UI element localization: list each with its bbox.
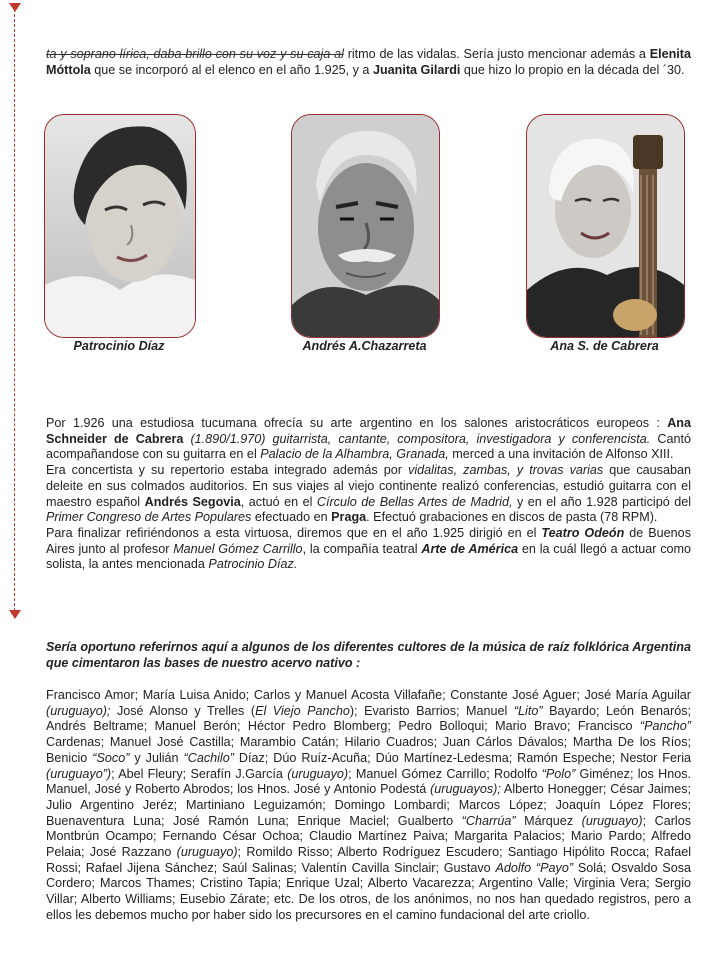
biography-paragraph: Por 1.926 una estudiosa tucumana ofrecía su arte argentino en los salones aristocráticos europeos : Ana Schneider de Cabrera (1.890/1.970) guitarrista, cantante, compositora, investigadora y conferencista. Cantó acompañandose con su guitarra en el Palacio de la Alhambra, Granada, merced a una invitación de Alfonso XIII. Era concertista y su repertorio estaba integrado además por vidalitas, zambas, y trovas varias que causaban deleite en sus colmados auditorios. En sus viajes al viejo continente realizó conferencias, estudió guitarra con el maestro español Andrés Segovia, actuó en el Círculo de Bellas Artes de Madrid, y en el año 1.928 participó del Primer Congreso de Artes Populares efectuado en Praga. Efectuó grabaciones en discos de pasta (78 RPM). Para finalizar refiriéndonos a esta virtuosa, diremos que en el año 1.925 dirigió en el Teatro Odeón de Buenos Aires junto al profesor Manuel Gómez Carrillo, la compañía teatral Arte de América en la cuál llegó a actuar como solista, la antes mencionada Patrocinio Díaz. <box>46 416 692 572</box>
list-segment: Márquez <box>515 813 582 828</box>
list-segment: ; Romildo Risso; Alberto Rodríguez Escudero; Santiago Hipólito Rocca; Rafael Rossi; Rafael Jijena Sánchez; Saúl Salinas; Valentín Cavilla Sinclair; Gustavo <box>46 845 691 875</box>
list-segment: Díaz; Dúo Ruíz-Acuña; Dúo Martínez-Ledesma; Ramón Espeche; Nestor Feria <box>233 750 691 765</box>
name-teatro-odeon: Teatro Odeón <box>541 525 625 540</box>
guide-arrow-bottom-icon <box>9 610 21 619</box>
list-segment: José Alonso y Trelles ( <box>110 703 256 718</box>
list-segment: (uruguayo) <box>581 813 643 828</box>
list-segment: (uruguayo); <box>46 703 111 718</box>
list-segment: ; Abel Fleury; Serafín J.García <box>111 766 288 781</box>
portrait-man-icon <box>292 115 439 337</box>
list-segment: “Lito” <box>513 703 543 718</box>
list-segment: “Cachilo” <box>183 750 234 765</box>
left-guide-line <box>14 4 15 616</box>
name-arte-de-america: Arte de América <box>421 541 519 556</box>
caption-patrocinio-diaz: Patrocinio Díaz <box>73 339 165 353</box>
guide-arrow-top-icon <box>9 3 21 12</box>
list-segment: El Viejo Pancho <box>255 703 350 718</box>
list-segment: (uruguayo) <box>176 845 238 860</box>
list-segment: (uruguayo) <box>287 766 349 781</box>
photo-ana-s-de-cabrera <box>526 114 685 338</box>
name-elenita-mottola: Elenita Móttola <box>46 47 691 77</box>
list-segment: y Julián <box>129 750 184 765</box>
intro-paragraph: ta y soprano lírica, daba brillo con su voz y su caja al ritmo de las vidalas. Sería justo mencionar además a Elenita Móttola que se incorporó al el elenco en el año 1.925, y a Juanita Gilardi que hizo lo propio en la década del ´30. <box>46 47 691 77</box>
list-segment: Bayardo; León Benarós; Andrés Beltrame; Manuel Berón; Héctor Pedro Blomberg; Pedro Bolloqui; Mario Bravo; Francisco <box>46 703 691 734</box>
photo-andres-chazarreta <box>291 114 440 338</box>
list-segment: ; Carlos Montbrún Ocampo; Fernando César Ochoa; Claudio Martínez Paiva; Margarita Palacios; Mario Pardo; Alfredo Pelaia; José Razzano <box>46 813 692 860</box>
list-segment: ; Manuel Gómez Carrillo; Rodolfo <box>348 766 542 781</box>
caption-andres-chazarreta: Andrés A.Chazarreta <box>302 339 427 353</box>
list-segment: (uruguayos); <box>430 782 501 797</box>
cultores-list-paragraph <box>46 688 691 924</box>
list-segment: Giménez; los Hnos. Manuel, José y Roberto Abrodos; los Hnos. José y Antonio Podestá <box>46 766 692 797</box>
portrait-woman-icon <box>45 115 195 337</box>
list-segment: “Polo” <box>541 766 576 781</box>
name-ana-schneider: Ana Schneider de Cabrera <box>46 416 691 446</box>
section-heading: Sería oportuno referirnos aquí a algunos de los diferentes cultores de la música de raíz folklórica Argentina que cimentaron las bases de nuestro acervo nativo : <box>46 640 691 670</box>
list-segment: ); Evaristo Barrios; Manuel <box>349 703 514 718</box>
list-segment: Alberto Honegger; César Jaimes; Julio Argentino Jeréz; Martiniano Leguizamón; Domingo Lombardi; Marcos López; Joaquín López Flores; Buenaventura Luna; José Ramón Luna; Enrique Maciel; Gualberto <box>46 782 691 828</box>
list-segment: “Pancho” <box>639 719 691 734</box>
name-andres-segovia: Andrés Segovia <box>144 494 241 509</box>
intro-struck-text: ta y soprano lírica, daba brillo con su voz y su caja al <box>46 47 344 61</box>
list-segment: Adolfo “Payo” <box>495 860 574 875</box>
list-segment: (uruguayo”) <box>46 766 112 781</box>
list-segment: Cardenas; Manuel José Castilla; Marambio Catán; Hilario Cuadros; Juan Cárlos Dávalos; Martha De los Ríos; Benicio <box>46 735 691 765</box>
list-segment: “Charrúa” <box>461 813 516 828</box>
portrait-woman-guitar-icon <box>527 115 684 337</box>
list-segment: Solá; Osvaldo Sosa Cordero; Marcos Thames; Cristino Tapia; Enrique Uzal; Alberto Vacarezza; Argentino Valle; Virginia Vera; Sergio Villar; Alberto Williams; Eusebio Zárate; etc. De los otros, de los anónimos, no nos han quedado registros, pero a ellos les debemos mucho por haber sido los precursores en el camino fundacional del arte criollo. <box>46 860 691 922</box>
caption-ana-s-de-cabrera: Ana S. de Cabrera <box>550 339 659 353</box>
name-juanita-gilardi: Juanita Gilardi <box>372 62 461 77</box>
photo-patrocinio-diaz <box>44 114 196 338</box>
list-segment: “Soco” <box>92 750 130 765</box>
list-segment: Francisco Amor; María Luisa Anido; Carlos y Manuel Acosta Villafañe; Constante José Aguer; José María Aguilar <box>46 688 691 702</box>
